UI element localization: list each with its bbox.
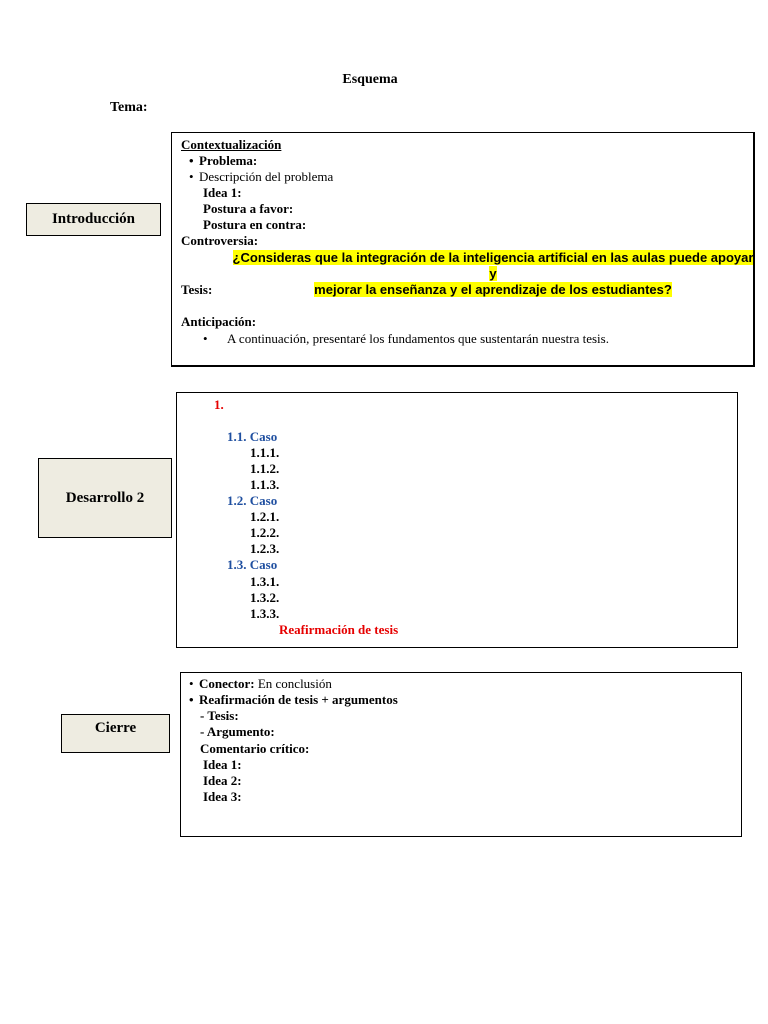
cierre-tesis: - Tesis:	[200, 708, 239, 723]
postura-contra-label: Postura en contra:	[203, 217, 307, 232]
contextualizacion-heading: Contextualización	[181, 137, 282, 152]
question-line-1: ¿Consideras que la integración de la inteligencia artificial en las aulas puede apoyar y	[232, 250, 754, 281]
subitem-1-2-1: 1.2.1.	[250, 509, 280, 524]
question-line-2: mejorar la enseñanza y el aprendizaje de los estudiantes?	[314, 282, 672, 297]
tema-label: Tema:	[110, 100, 148, 115]
subitem-1-2-2: 1.2.2.	[250, 525, 280, 540]
subitem-1-1-1: 1.1.1.	[250, 445, 280, 460]
desarrollo-box	[176, 392, 738, 648]
caso-2: 1.2. Caso	[227, 493, 278, 508]
introduccion-box	[171, 132, 755, 367]
comentario-critico: Comentario crítico:	[200, 741, 310, 756]
cierre-argumento: - Argumento:	[200, 724, 275, 739]
bullet-icon: •	[189, 676, 194, 691]
bullet-icon: •	[203, 331, 208, 346]
reafirmacion-tesis: Reafirmación de tesis	[279, 622, 399, 637]
reafirmacion-item: • Reafirmación de tesis + argumentos	[189, 692, 398, 707]
cierre-idea-2: Idea 2:	[203, 773, 242, 788]
subitem-1-1-2: 1.1.2.	[250, 461, 280, 476]
introduccion-label: Introducción	[26, 203, 161, 236]
postura-favor-label: Postura a favor:	[203, 201, 294, 216]
cierre-label: Cierre	[61, 714, 170, 753]
problema-item: • Problema:	[189, 153, 258, 168]
controversia-label: Controversia:	[181, 233, 259, 248]
controversia-question	[228, 250, 758, 298]
cierre-box	[180, 672, 742, 837]
descripcion-item: • Descripción del problema	[189, 169, 334, 184]
subitem-1-2-3: 1.2.3.	[250, 541, 280, 556]
conector-item: • Conector: En conclusión	[189, 676, 332, 691]
desarrollo-label: Desarrollo 2	[38, 458, 172, 538]
bullet-icon: •	[189, 169, 194, 184]
desarrollo-number: 1.	[214, 397, 224, 412]
caso-3: 1.3. Caso	[227, 557, 278, 572]
subitem-1-1-3: 1.1.3.	[250, 477, 280, 492]
subitem-1-3-1: 1.3.1.	[250, 574, 280, 589]
page-title: Esquema	[342, 72, 398, 87]
subitem-1-3-2: 1.3.2.	[250, 590, 280, 605]
idea1-label: Idea 1:	[203, 185, 242, 200]
cierre-idea-1: Idea 1:	[203, 757, 242, 772]
subitem-1-3-3: 1.3.3.	[250, 606, 280, 621]
bullet-icon: •	[189, 692, 194, 707]
tesis-label: Tesis:	[181, 282, 213, 297]
cierre-idea-3: Idea 3:	[203, 789, 242, 804]
anticipacion-item: • A continuación, presentaré los fundamentos que sustentarán nuestra tesis.	[203, 331, 609, 346]
anticipacion-label: Anticipación:	[181, 314, 257, 329]
bullet-icon: •	[189, 153, 194, 168]
caso-1: 1.1. Caso	[227, 429, 278, 444]
